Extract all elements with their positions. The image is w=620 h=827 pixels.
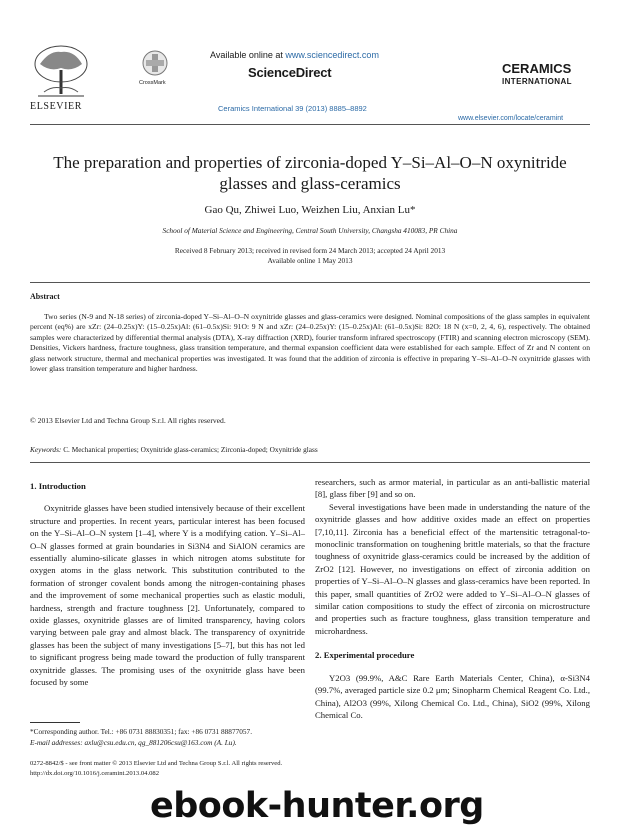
journal-name-sub: INTERNATIONAL <box>502 77 572 86</box>
available-online <box>210 50 379 60</box>
title-line-2: glasses and glass-ceramics <box>219 174 401 193</box>
introduction-paragraph-1: Oxynitride glasses have been studied intensively because of their excellent structure and properties. In recent years, particular interest has been focused on the Y–Si–Al–O–N system [1–4], where Y is a modifying cation. Y–Si–Al–O–N glasses formed at grain boundaries in Si3N4 and SiAlON ceramics are essentially alumino-silicate glasses in which nitrogen atoms substitute for oxygen atoms in the glass network. This substitution contributed to the formation of stronger covalent bonds among the nitrogen-containing phases and the improvement of some mechanical properties such as elastic moduli, hardness, strength and fracture toughness [2]. Unfortunately, compared to oxide glasses, oxynitride glasses are of limited transparency, having colors varying between pale gray and almost black. The transparency of oxynitride glasses has been the subject of many investigations [5–7], but this has not led to significant progress being made toward the production of fully transparent oxynitride glasses. The promising uses of the oxynitride glass have been focused by some <box>30 503 305 688</box>
abstract-heading: Abstract <box>30 292 60 301</box>
watermark-text: ebook-hunter.org <box>150 786 484 826</box>
footnote-divider <box>30 722 80 723</box>
sciencedirect-link[interactable]: www.sciencedirect.com <box>285 50 379 60</box>
keywords <box>30 445 590 454</box>
publisher-name: ELSEVIER <box>30 101 83 112</box>
abstract-body: Two series (N-9 and N-18 series) of zirconia-doped Y–Si–Al–O–N oxynitride glasses and glass-ceramics were designed. Nominal compositions of the glass samples in equivalent percent (eq%) are xZr: (24–0.25x)Y: (15–0.25x)Al: (61–0.5x)Si: 91O: 9 N and xZr: (24–0.25x)Y: (15–0.25x)Al: (61–0.5x)Si: 82O: 18 N (x=0, 2, 4, 6), respectively. The obtained samples were characterized by differential thermal analysis (DTA), X-ray diffraction (XRD), fourier transform infrared spectroscopy (FTIR) and scanning electron microscopy (SEM). Densities, Vickers hardness, fracture toughness, glass transition temperature, and thermal expansion coefficient data were established for each sample. Effect of Zr and N content on glass network structure, thermal and mechanical properties was investigated. It was found that the addition of zirconia is effective in preparing Y–Si–Al–O–N oxynitride glasses with lower glass transition temperature and higher hardness. <box>30 312 590 374</box>
journal-name: CERAMICS <box>502 61 572 76</box>
experimental-paragraph-1: Y2O3 (99.9%, A&C Rare Earth Materials Center, China), α-Si3N4 (99.7%, averaged particle size 0.2 μm; Sinopharm Chemical Reagent Co. Ltd., China), Al2O3 (99%, Xilong Chemical Co. Ltd., China), SiO2 (99%, Xilong Chemical Co. <box>315 672 590 720</box>
affiliation: School of Material Science and Engineering, Central South University, Changsha 410083, PR China <box>162 226 458 235</box>
abstract-bottom-divider <box>30 462 590 463</box>
article-dates <box>30 246 590 266</box>
received-dates: Received 8 February 2013; received in revised form 24 March 2013; accepted 24 April 2013 <box>174 246 446 255</box>
issn-line: 0272-8842/$ - see front matter © 2013 Elsevier Ltd and Techna Group S.r.l. All rights reserved. <box>30 760 283 767</box>
keywords-label: Keywords: <box>30 445 62 454</box>
crossmark-icon[interactable] <box>142 50 168 78</box>
doi-link[interactable]: http://dx.doi.org/10.1016/j.ceramint.2013.04.082 <box>30 770 159 777</box>
keywords-list: C. Mechanical properties; Oxynitride glass-ceramics; Zirconia-doped; Oxynitride glass <box>63 445 318 454</box>
elsevier-tree-logo <box>30 42 92 100</box>
sciencedirect-wordmark: ScienceDirect <box>248 65 332 80</box>
available-date: Available online 1 May 2013 <box>267 256 353 265</box>
title-line-1: The preparation and properties of zirconia-doped Y–Si–Al–O–N oxynitride <box>53 153 567 172</box>
article-title <box>30 152 590 194</box>
email-note: E-mail addresses: axlu@csu.edu.cn, qg_881206csu@163.com (A. Lu). <box>30 738 237 747</box>
header-divider <box>30 124 590 125</box>
introduction-paragraph-2: Several investigations have been made in understanding the nature of the oxynitride glasses and how additive oxides made an effect on properties [7,10,11]. Zirconia has a beneficial effect of the martensitic tetragonal-to-monoclinic transformation on toughening brittle materials, so that the fracture toughness of oxynitride glass-ceramics could be increased by the addition of ZrO2 [12]. However, no investigations on effect of zirconia addition on properties of Y–Si–Al–O–N glasses and glass-ceramics have been reported. In this paper, small quantities of ZrO2 were added to Y–Si–Al–O–N glasses of similar cation compositions to study the effect of zirconia on microstructure and properties such as fracture toughness, glass transition temperature and microhardness. <box>315 501 590 636</box>
author-list: Gao Qu, Zhiwei Luo, Weizhen Liu, Anxian Lu* <box>204 204 416 216</box>
abstract-top-divider <box>30 282 590 283</box>
introduction-heading: 1. Introduction <box>30 481 86 491</box>
introduction-paragraph-1-continued: researchers, such as armor material, in particular as an anti-ballistic material [8], glass fiber [9] and so on. <box>315 477 590 500</box>
copyright-line: © 2013 Elsevier Ltd and Techna Group S.r.l. All rights reserved. <box>30 416 226 425</box>
journal-url-link[interactable]: www.elsevier.com/locate/ceramint <box>458 115 564 122</box>
crossmark-label: CrossMark <box>139 80 166 86</box>
right-column <box>315 476 590 721</box>
journal-reference-link[interactable]: Ceramics International 39 (2013) 8885–8892 <box>218 104 367 113</box>
left-column <box>30 480 305 689</box>
available-online-label: Available online at <box>210 50 283 60</box>
experimental-heading: 2. Experimental procedure <box>315 650 415 661</box>
corresponding-author-note: *Corresponding author. Tel.: +86 0731 88830351; fax: +86 0731 88877057. <box>30 727 253 736</box>
